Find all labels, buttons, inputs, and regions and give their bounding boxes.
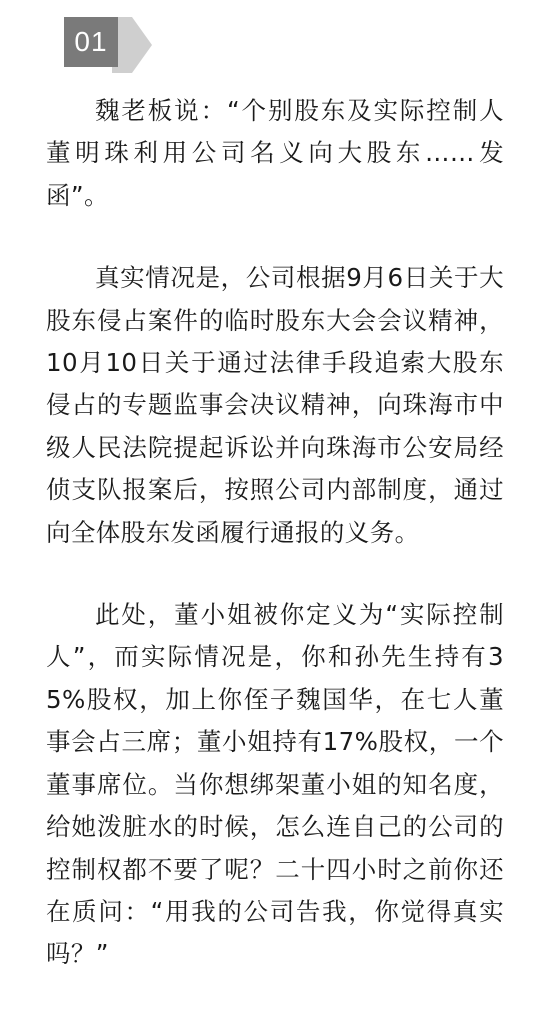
paragraph-3: 此处，董小姐被你定义为“实际控制人”，而实际情况是，你和孙先生持有35%股权，加上你侄子魏国华，在七人董事会占三席；董小姐持有17%股权，一个董事席位。当你想绑架董小姐的知名度，给她泼脏水的时候，怎么连自己的公司的控制权都不要了呢？二十四小时之前你还在质问：“用我的公司告我，你觉得真实吗？”: [46, 600, 504, 969]
section-number: 01: [74, 26, 108, 57]
paragraph-2: 真实情况是，公司根据9月6日关于大股东侵占案件的临时股东大会会议精神，10月10日关于通过法律手段追索大股东侵占的专题监事会决议精神，向珠海市中级人民法院提起诉讼并向珠海市公安局经侦支队报案后，按照公司内部制度，通过向全体股东发函履行通报的义务。: [46, 263, 504, 547]
article-body: [46, 90, 504, 976]
paragraph-1: 魏老板说：“个别股东及实际控制人董明珠利用公司名义向大股东……发函”。: [46, 96, 504, 210]
section-number-badge: [64, 17, 154, 77]
